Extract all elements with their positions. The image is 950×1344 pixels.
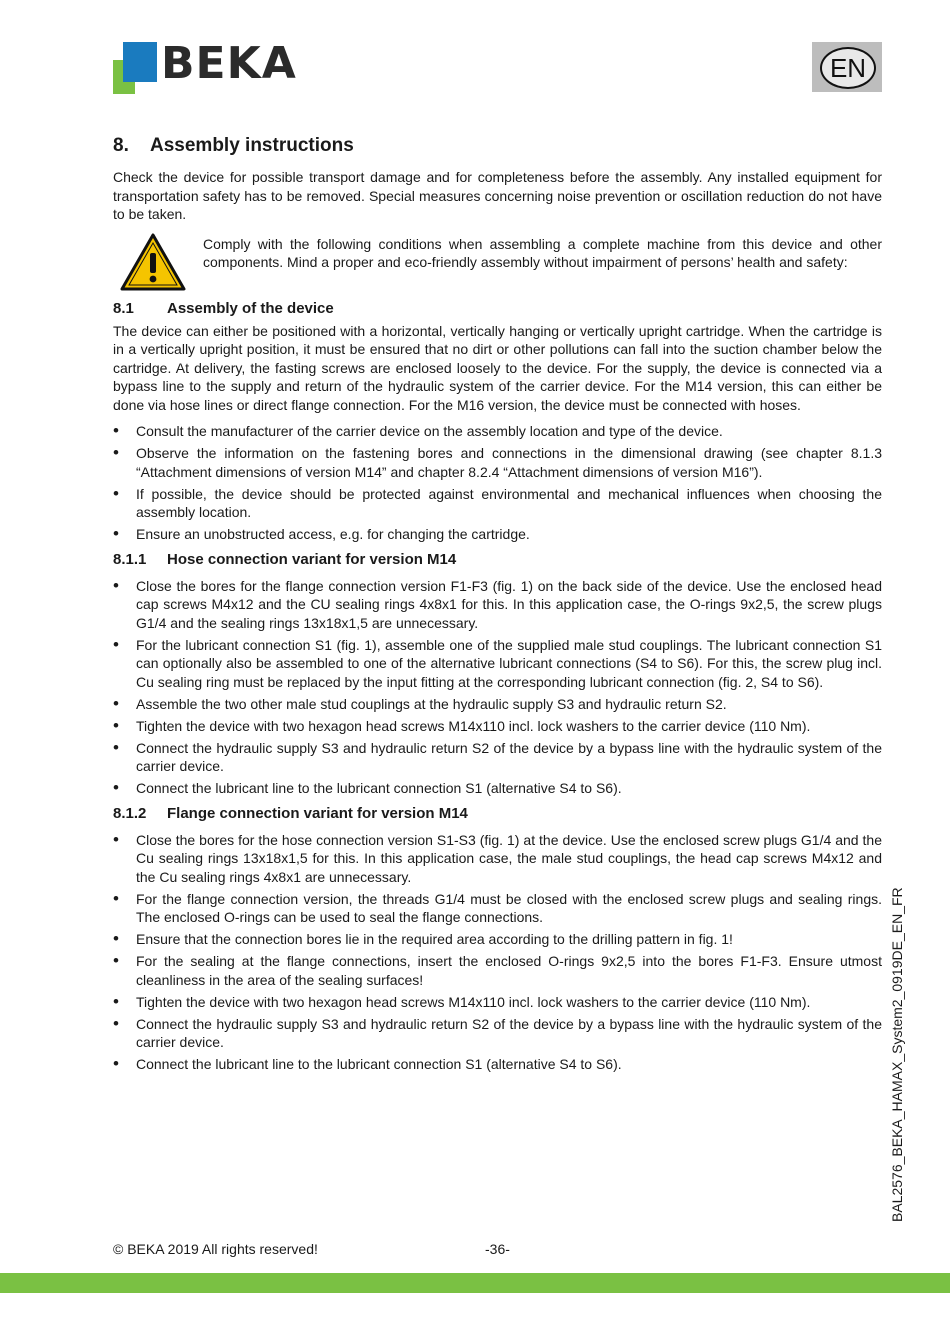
list-item: • Connect the hydraulic supply S3 and hydraulic return S2 of the device by a bypass line with the hydraulic system of the carrier device. <box>113 1015 882 1052</box>
section-8-1-1-heading: 8.1.1 Hose connection variant for version M14 <box>113 550 457 568</box>
language-badge <box>812 42 882 92</box>
document-code: BAL2576_BEKA_HAMAX_System2_0919DE_EN_FR <box>889 887 905 1222</box>
logo-blue-square <box>123 42 157 82</box>
logo-text: BEKA <box>161 38 297 89</box>
language-badge-label: EN <box>820 47 876 89</box>
section-8-heading: 8. Assembly instructions <box>113 135 354 156</box>
list-item: • Observe the information on the fastening bores and connections in the dimensional drawing (see chapter 8.1.3 “Attachment dimensions of version M14” and chapter 8.2.4 “Attachment dimensions of version M16”). <box>113 444 882 481</box>
section-8-1-2-list <box>113 831 882 1074</box>
list-item: • For the flange connection version, the threads G1/4 must be closed with the enclosed screw plugs and sealing rings. The enclosed O-rings can be used to seal the flange connections. <box>113 890 882 927</box>
page-number: -36- <box>485 1241 510 1257</box>
list-item: • Close the bores for the hose connection version S1-S3 (fig. 1) at the device. Use the enclosed screw plugs G1/4 and the Cu sealing rings 13x18x1,5 for this. In this application case, the male stud couplings, the head cap screws M4x12 and the Cu sealing rings 4x8x1 are unnecessary. <box>113 831 882 887</box>
list-item: • Connect the hydraulic supply S3 and hydraulic return S2 of the device by a bypass line with the hydraulic system of the carrier device. <box>113 739 882 776</box>
list-item: • For the sealing at the flange connections, insert the enclosed O-rings 9x2,5 into the bores F1-F3. Ensure utmost cleanliness in the area of the sealing surfaces! <box>113 952 882 989</box>
section-8-1-heading: 8.1 Assembly of the device <box>113 299 334 317</box>
list-item: • Ensure that the connection bores lie in the required area according to the drilling pattern in fig. 1! <box>113 930 882 949</box>
beka-logo <box>113 38 325 96</box>
footer-green-bar <box>0 1273 950 1293</box>
warning-text: Comply with the following conditions when assembling a complete machine from this device and other components. Mind a proper and eco-friendly assembly without impairment of persons’ health and safety: <box>203 235 882 270</box>
section-8-1-1-list <box>113 577 882 798</box>
section-8-1-body: The device can either be positioned with a horizontal, vertically hanging or vertically upright cartridge. When the cartridge is in a vertically upright position, it must be ensured that no dirt or other pollutions can fall into the suction chamber below the cartridge. At delivery, the fasting screws are enclosed loosely to the device. For the supply, the device is connected via a bypass line to the supply and return of the hydraulic system of the carrier device. For the M14 version, this can either be done via hose lines or direct flange connection. For the M16 version, the device must be connected with hoses. <box>113 322 882 413</box>
footer-copyright: © BEKA 2019 All rights reserved! <box>113 1241 318 1257</box>
list-item: • Close the bores for the flange connection version F1-F3 (fig. 1) on the back side of the device. Use the enclosed head cap screws M4x12 and the CU sealing rings 4x8x1 for this. In this application case, the O-rings 9x2,5, the screw plugs G1/4 and the sealing rings 13x18x1,5 are unnecessary. <box>113 577 882 633</box>
list-item: • If possible, the device should be protected against environmental and mechanical influences when choosing the assembly location. <box>113 485 882 522</box>
main-content <box>113 134 882 1078</box>
warning-block <box>113 235 882 291</box>
list-item: • For the lubricant connection S1 (fig. 1), assemble one of the supplied male stud couplings. The lubricant connection S1 can optionally also be assembled to one of the alternative lubricant connections (S4 to S6). For this, the screw plug incl. Cu sealing ring must be replaced by the input fitting at the corresponding lubricant connection (fig. 2, S4 to S6). <box>113 636 882 692</box>
list-item: • Ensure an unobstructed access, e.g. for changing the cartridge. <box>113 525 882 544</box>
list-item: • Tighten the device with two hexagon head screws M14x110 incl. lock washers to the carrier device (110 Nm). <box>113 717 882 736</box>
section-8-1-2-heading: 8.1.2 Flange connection variant for version M14 <box>113 804 468 822</box>
section-8-intro: Check the device for possible transport damage and for completeness before the assembly. Any installed equipment for transportation safety has to be removed. Special measures concerning noise prevention or oscillation reduction do not have to be taken. <box>113 169 882 222</box>
list-item: • Assemble the two other male stud couplings at the hydraulic supply S3 and hydraulic return S2. <box>113 695 882 714</box>
list-item: • Connect the lubricant line to the lubricant connection S1 (alternative S4 to S6). <box>113 1055 882 1074</box>
warning-icon <box>113 235 203 291</box>
list-item: • Consult the manufacturer of the carrier device on the assembly location and type of the device. <box>113 422 882 441</box>
section-8-1-list <box>113 422 882 544</box>
list-item: • Connect the lubricant line to the lubricant connection S1 (alternative S4 to S6). <box>113 779 882 798</box>
list-item: • Tighten the device with two hexagon head screws M14x110 incl. lock washers to the carrier device (110 Nm). <box>113 993 882 1012</box>
